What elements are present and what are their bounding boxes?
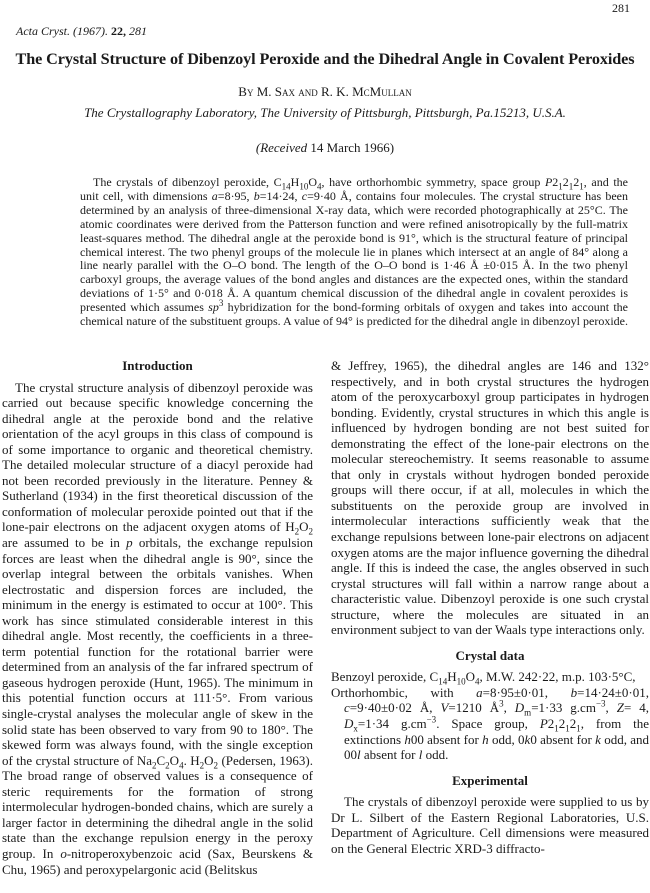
crystal-data-formula: Benzoyl peroxide, $C_{14}H_{10}O_4$, M.W. 242·22, m.p. 103·5°C, <box>331 669 636 687</box>
author-by: By <box>238 84 254 99</box>
left-column <box>2 358 313 877</box>
received-word: (Received <box>255 140 308 155</box>
author-1: M. Sax <box>256 84 296 99</box>
right-column <box>331 358 649 856</box>
journal-citation <box>16 24 147 39</box>
received-date <box>0 140 650 156</box>
author-and: and <box>298 84 318 99</box>
affiliation: The Crystallography Laboratory, The University of Pittsburgh, Pittsburgh, Pa.15213, U.S.A. <box>84 105 566 120</box>
journal-name: Acta Cryst. <box>16 24 70 38</box>
abstract: The crystals of dibenzoyl peroxide, $C_{14}H_{10}O_4$, have orthorhombic symmetry, space group $P2_12_12_1$, and the unit cell, with dimensions a=8·95, b=14·24, c=9·40 Å, contains four molecules. The crystal structure has been determined by an analysis of three-dimensional X-ray data, which were recorded photographically at 25°C. The atomic coordinates were derived from the Patterson function and were refined anisotropically by the full-matrix least-squares method. The dihedral angle at the peroxide bond is 91°, which is the structural feature of principal chemical interest. The two phenyl groups of the molecule lie in planes which intersect at an angle of 84° along a line nearly parallel with the O–O bond. The length of the O–O bond is 1·46 Å ±0·015 Å. In the two phenyl carboxyl groups, the average values of the bond angles and distances are the expected ones, within the standard deviations of 1·5° and 0·018 Å. A quantum chemical discussion of the dihedral angle in covalent peroxides is presented which assumes $sp^3$ hybridization for the bond-forming orbitals of oxygen and takes into account the chemical nature of the substituent groups. A value of 94° is predicted for the dihedral angle in dibenzoyl peroxide. <box>80 175 629 329</box>
introduction-continuation: & Jeffrey, 1965), the dihedral angles are 146 and 132° respectively, and in both crystal structures the hydrogen atom of the peroxycarboxyl group participates in hydrogen bonding. Evidently, crystal structures in which this angle is influenced by hydrogen bonding are not best suited for demonstrating the effect of the lone-pair electrons on the molecular stereochemistry. It seems reasonable to assume that only in crystals without hydrogen bonded peroxide groups will there occur, if at all, molecules in which the substituents on the peroxide group are involved in intermolecular interactions sufficiently weak that the exchange repulsions between lone-pair electrons on adjacent oxygen atoms are the major influence governing the dihedral angle. If this is indeed the case, the angles observed in such crystal structures will fall within a narrow range about a characteristic value. Dibenzoyl peroxide is one such crystal structure, where the molecules are situated in an environment subject to van der Waals type interactions only. <box>331 358 649 638</box>
crystal-data-cell: Orthorhombic, with a=8·95±0·01, b=14·24±0·01, c=9·40±0·02 Å, V=1210 $Å^3$, $D_m=1\cdot 33$ $g.cm^{-3}$, Z= 4, $D_x=1\cdot 34$ $g.cm^{-3}$. Space group, $P2_12_12_1$, from the extinctions h00 absent for h odd, 0k0 absent for k odd, and 00l absent for l odd. <box>331 684 650 763</box>
paper-title: The Crystal Structure of Dibenzoyl Peroxide and the Dihedral Angle in Covalent Peroxides <box>15 50 635 68</box>
experimental-paragraph: The crystals of dibenzoyl peroxide were supplied to us by Dr L. Silbert of the Eastern Regional Laboratories, U.S. Department of Agriculture. Cell dimensions were measured on the General Electric XRD-3 diffracto- <box>331 794 649 856</box>
introduction-heading: Introduction <box>122 358 193 373</box>
experimental-heading: Experimental <box>452 772 528 788</box>
introduction-paragraph: The crystal structure analysis of dibenzoyl peroxide was carried out because specific knowledge concerning the dihedral angle at the peroxide bond and the relative orientation of the acyl groups in this class of compound is of some importance to organic and theoretical chemistry. The detailed molecular structure of a diacyl peroxide had not been recorded previously in the literature. Penney & Sutherland (1934) in the first theoretical discussion of the conformation of molecular peroxide pointed out that if the lone-pair electrons on the adjacent oxygen atoms of $H_2O_2$ are assumed to be in p orbitals, the exchange repulsion forces are least when the dihedral angle is 90°, since the overlap integral between the orbitals vanishes. When electrostatic and dispersion forces are included, the minimum in the energy is estimated to occur at 100°. This work has since stimulated considerable interest in this dihedral angle. Most recently, the coefficients in a three-term potential function for the rotational barrier were determined from an analysis of the far infrared spectrum of gaseous hydrogen peroxide (Hunt, 1965). The minimum in this potential function occurs at 111·5°. From various single-crystal analyses the molecular angle of skew in the solid state has been observed to vary from 90 to 180°. The skewed form was always found, with the single exception of the crystal structure of $Na_2C_2O_4$. $H_2O_2$ (Pedersen, 1963). The broad range of observed values is a consequence of steric requirements for the formation of strong intermolecular hydrogen-bonded chains, which are surely a larger factor in determining the dihedral angle in the solid state than the exchange repulsion energy in the peroxy group. In o-nitroperoxybenzoic acid (Sax, Beurskens & Chu, 1965) and peroxypelargonic acid (Belitskus <box>2 379 313 877</box>
citation-year: (1967). <box>73 24 108 38</box>
author-2: R. K. McMullan <box>321 84 412 99</box>
page-number: 281 <box>612 1 630 15</box>
crystal-data-heading: Crystal data <box>455 647 525 663</box>
received-day: 14 March 1966) <box>310 140 395 155</box>
citation-volume: 22, <box>111 24 126 38</box>
citation-page: 281 <box>129 24 147 38</box>
author-line <box>0 84 650 100</box>
